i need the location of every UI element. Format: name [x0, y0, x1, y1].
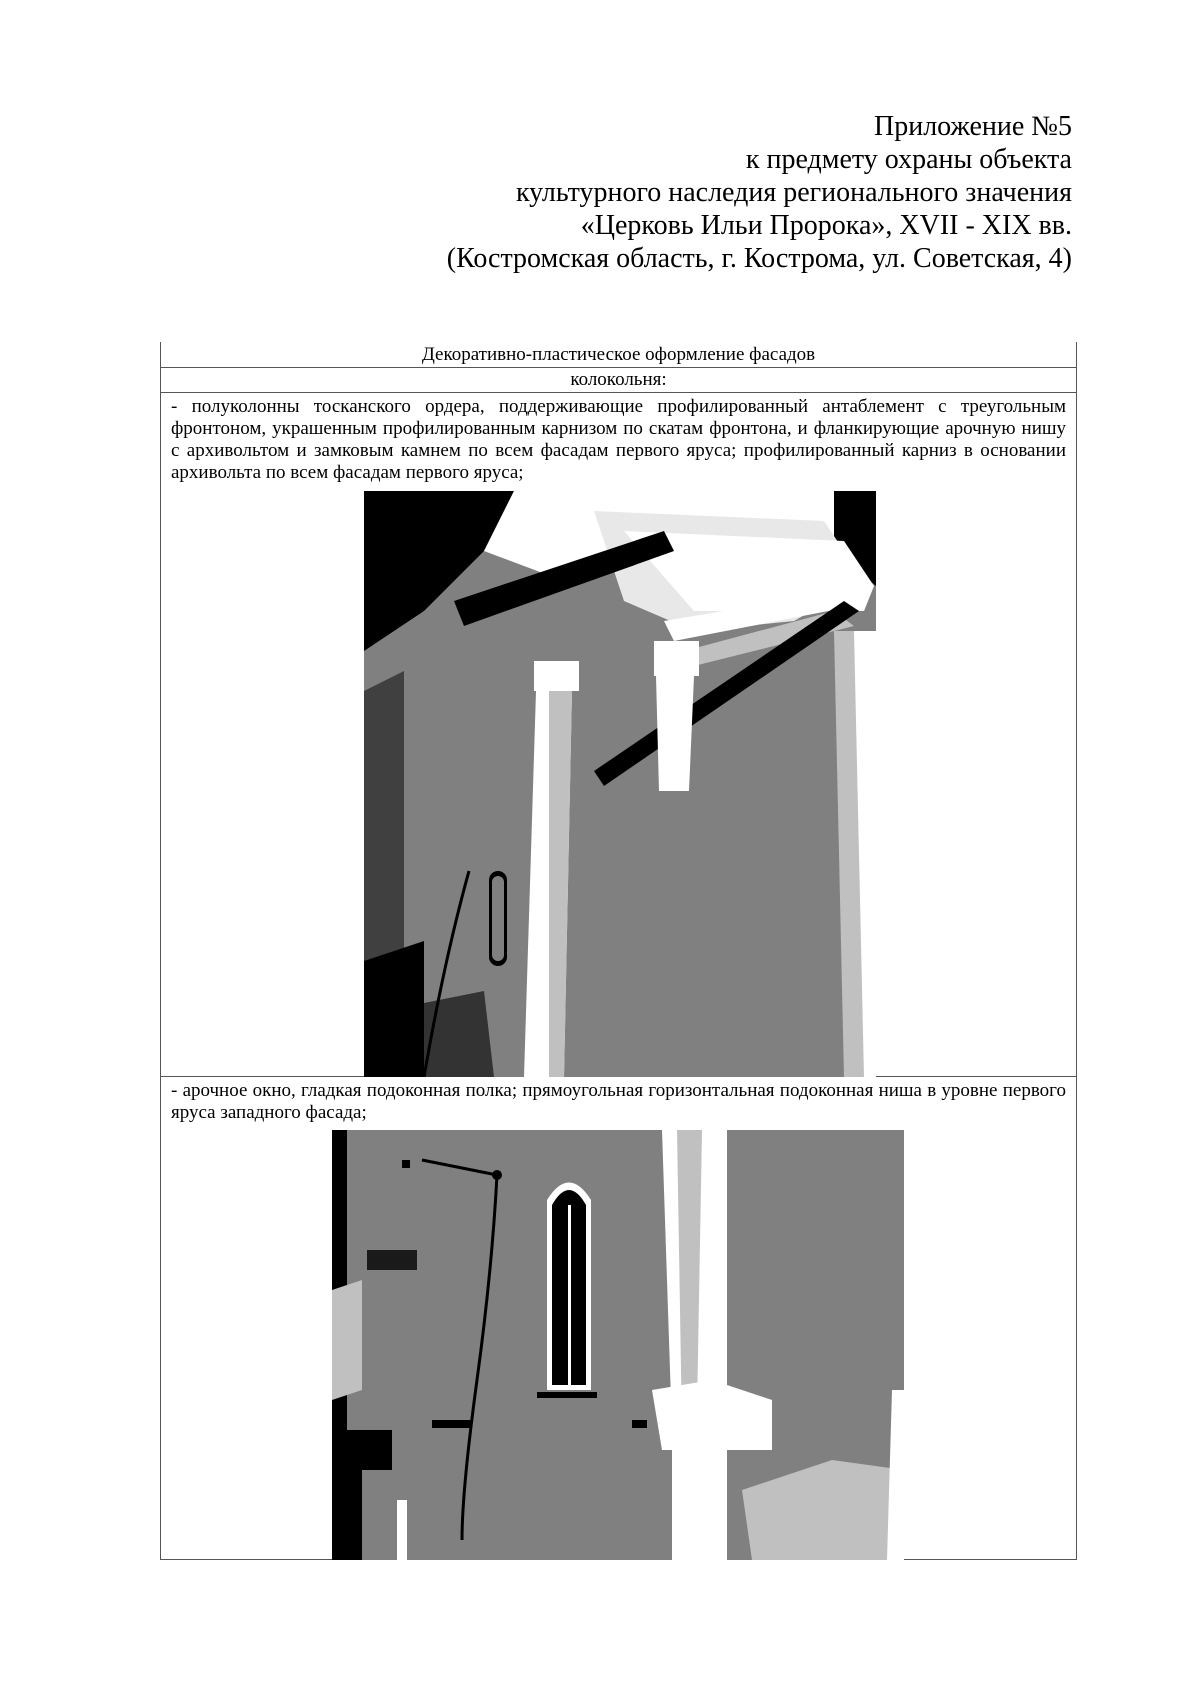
table-subtitle: колокольня: — [161, 368, 1076, 393]
table-title: Декоративно-пластическое оформление фасадов — [161, 342, 1076, 368]
table-row — [161, 1080, 1076, 1559]
item-description: - полуколонны тосканского ордера, поддерживающие профилированный антаблемент с треугольным фронтоном, украшенным профилированным карнизом по скатам фронтона, и фланкирующие арочную нишу с архивольтом и замковым камнем по всем фасадам первого яруса; профилированный карниз в основании архивольта по всем фасадам первого яруса; — [171, 396, 1066, 483]
item-description: - арочное окно, гладкая подоконная полка; прямоугольная горизонтальная подоконная ниша в уровне первого яруса западного фасада; — [171, 1080, 1066, 1123]
appendix-subject: к предмету охраны объекта — [745, 144, 1072, 175]
appendix-header — [447, 110, 1072, 275]
appendix-number: Приложение №5 — [874, 111, 1072, 142]
object-name: «Церковь Ильи Пророка», XVII - XIX вв. — [580, 210, 1072, 241]
heritage-category: культурного наследия регионального значения — [515, 177, 1072, 208]
bell-tower-image — [364, 491, 876, 1077]
arched-window-image — [332, 1130, 904, 1560]
arched-window-photo — [332, 1130, 904, 1560]
protection-subject-table — [160, 342, 1077, 1560]
object-address: (Костромская область, г. Кострома, ул. Советская, 4) — [446, 243, 1072, 274]
bell-tower-photo — [364, 491, 876, 1077]
table-row — [161, 396, 1076, 1077]
